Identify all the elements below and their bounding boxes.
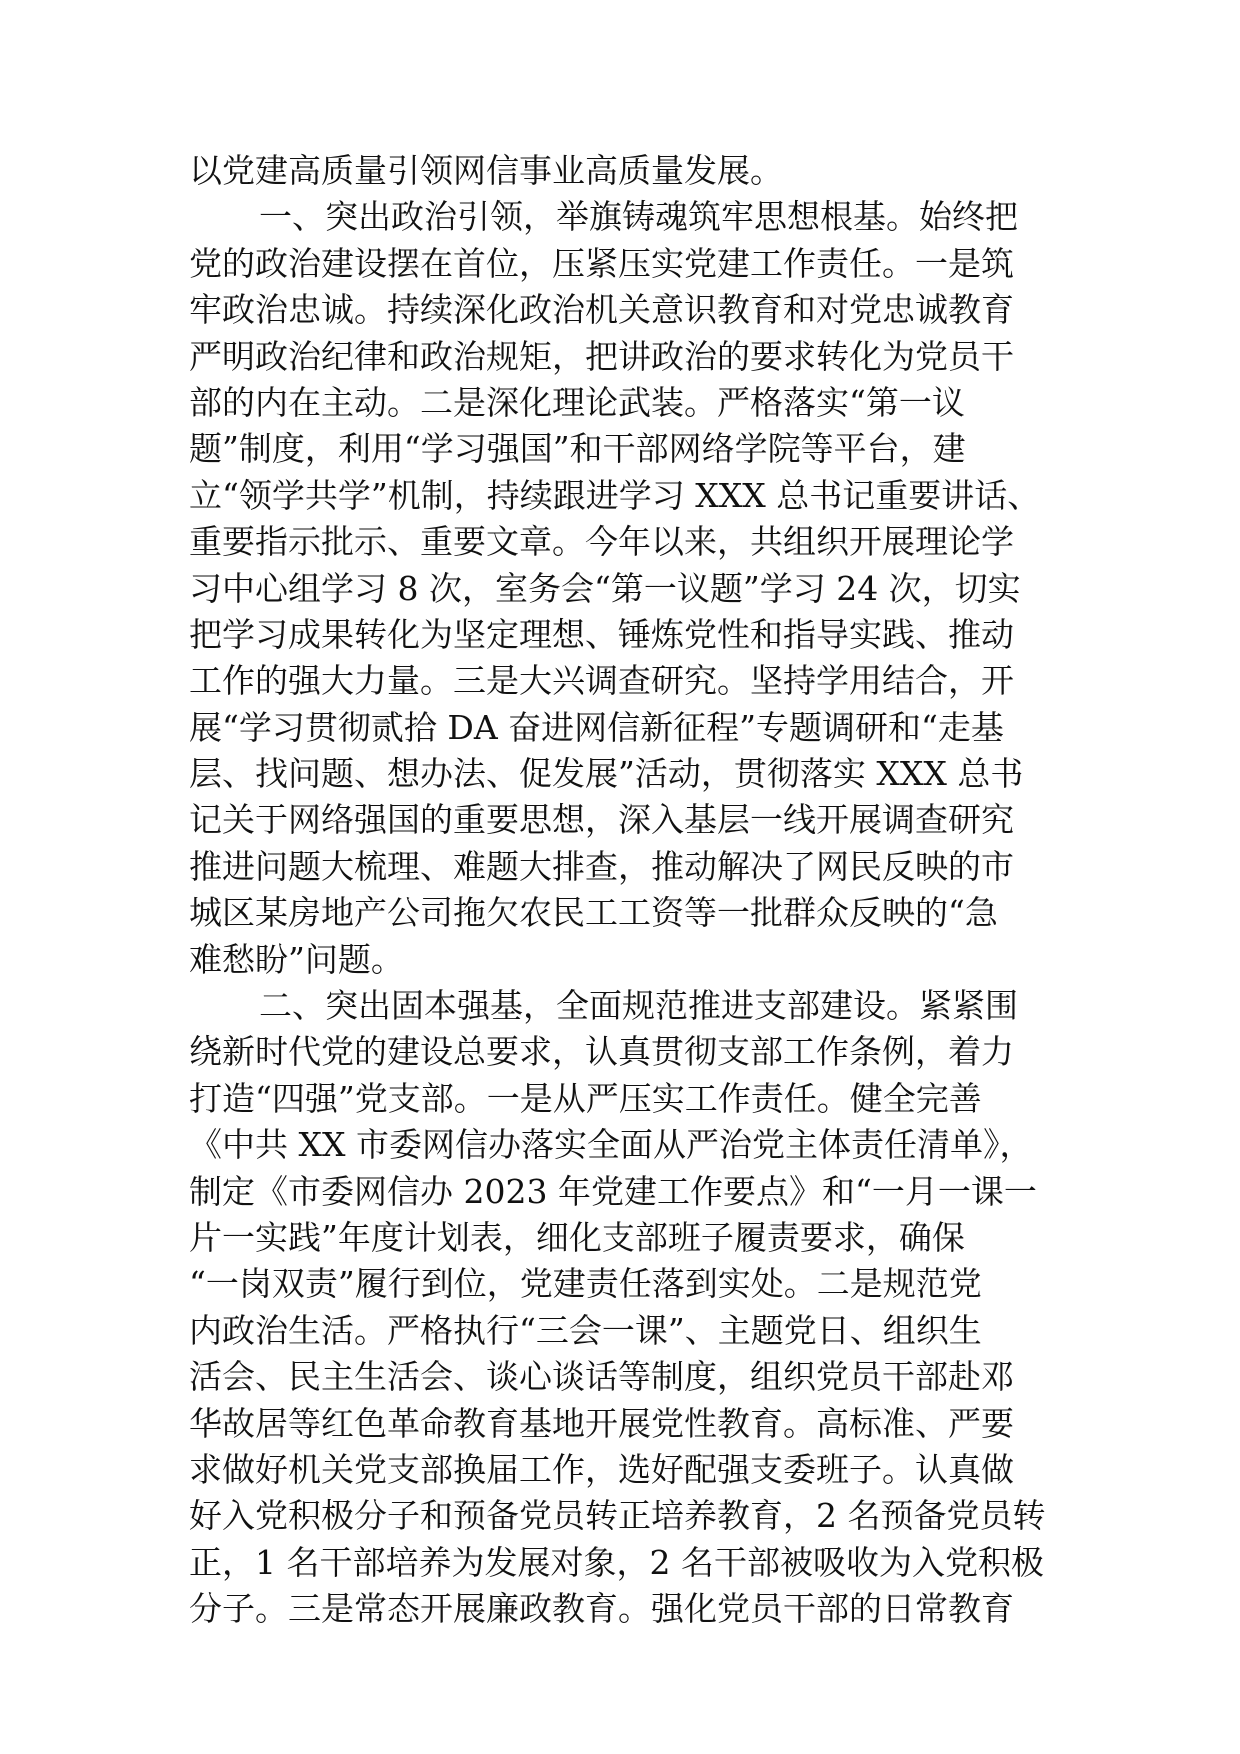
text-line: 制定《市委网信办 2023 年党建工作要点》和“一月一课一 (189, 1171, 1037, 1211)
text-line: 严明政治纪律和政治规矩，把讲政治的要求转化为党员干 (189, 336, 1014, 376)
text-line: 绕新时代党的建设总要求，认真贯彻支部工作条例，着力 (189, 1032, 1014, 1072)
text-line: 部的内在主动。二是深化理论武装。严格落实“第一议 (189, 382, 965, 422)
text-line: 重要指示批示、重要文章。今年以来，共组织开展理论学 (189, 522, 1014, 562)
text-line: 立“领学共学”机制，持续跟进学习 XXX 总书记重要讲话、 (189, 475, 1041, 515)
text-line: 题”制度，利用“学习强国”和干部网络学院等平台，建 (189, 429, 966, 469)
text-line: 工作的强大力量。三是大兴调查研究。坚持学用结合，开 (189, 661, 1014, 701)
text-line: 求做好机关党支部换届工作，选好配强支委班子。认真做 (189, 1449, 1014, 1489)
text-line: 牢政治忠诚。持续深化政治机关意识教育和对党忠诚教育 (189, 290, 1014, 330)
text-line: 党的政治建设摆在首位，压紧压实党建工作责任。一是筑 (189, 243, 1014, 283)
text-line: 展“学习贯彻贰拾 DA 奋进网信新征程”专题调研和“走基 (189, 707, 1004, 747)
text-line: 难愁盼”问题。 (189, 939, 404, 979)
paragraph-1-heading: 一、突出政治引领，举旗铸魂筑牢思想根基。始终把 (259, 197, 1018, 237)
text-line: 打造“四强”党支部。一是从严压实工作责任。健全完善 (189, 1078, 982, 1118)
text-line: 正，1 名干部培养为发展对象，2 名干部被吸收为入党积极 (189, 1542, 1044, 1582)
text-line: 分子。三是常态开展廉政教育。强化党员干部的日常教育 (189, 1589, 1014, 1629)
text-line: “一岗双责”履行到位，党建责任落到实处。二是规范党 (189, 1264, 982, 1304)
text-line: 《中共 XX 市委网信办落实全面从严治党主体责任清单》， (189, 1125, 1033, 1165)
text-line: 以党建高质量引领网信事业高质量发展。 (189, 151, 783, 190)
text-line: 层、找问题、想办法、促发展”活动，贯彻落实 XXX 总书 (189, 754, 1024, 794)
text-line: 片一实践”年度计划表，细化支部班子履责要求，确保 (189, 1217, 965, 1257)
text-line: 华故居等红色革命教育基地开展党性教育。高标准、严要 (189, 1403, 1014, 1443)
text-line: 活会、民主生活会、谈心谈话等制度，组织党员干部赴邓 (189, 1357, 1014, 1397)
text-line: 内政治生活。严格执行“三会一课”、主题党日、组织生 (189, 1310, 982, 1350)
text-line: 好入党积极分子和预备党员转正培养教育，2 名预备党员转 (189, 1496, 1046, 1536)
document-page (189, 148, 1059, 1633)
text-line: 习中心组学习 8 次，室务会“第一议题”学习 24 次，切实 (189, 568, 1021, 608)
text-line: 记关于网络强国的重要思想，深入基层一线开展调查研究 (189, 800, 1014, 840)
text-line: 把学习成果转化为坚定理想、锤炼党性和指导实践、推动 (189, 614, 1014, 654)
text-line: 城区某房地产公司拖欠农民工工资等一批群众反映的“急 (189, 893, 998, 933)
text-line: 推进问题大梳理、难题大排查，推动解决了网民反映的市 (189, 846, 1014, 886)
paragraph-2-heading: 二、突出固本强基，全面规范推进支部建设。紧紧围 (259, 986, 1018, 1026)
